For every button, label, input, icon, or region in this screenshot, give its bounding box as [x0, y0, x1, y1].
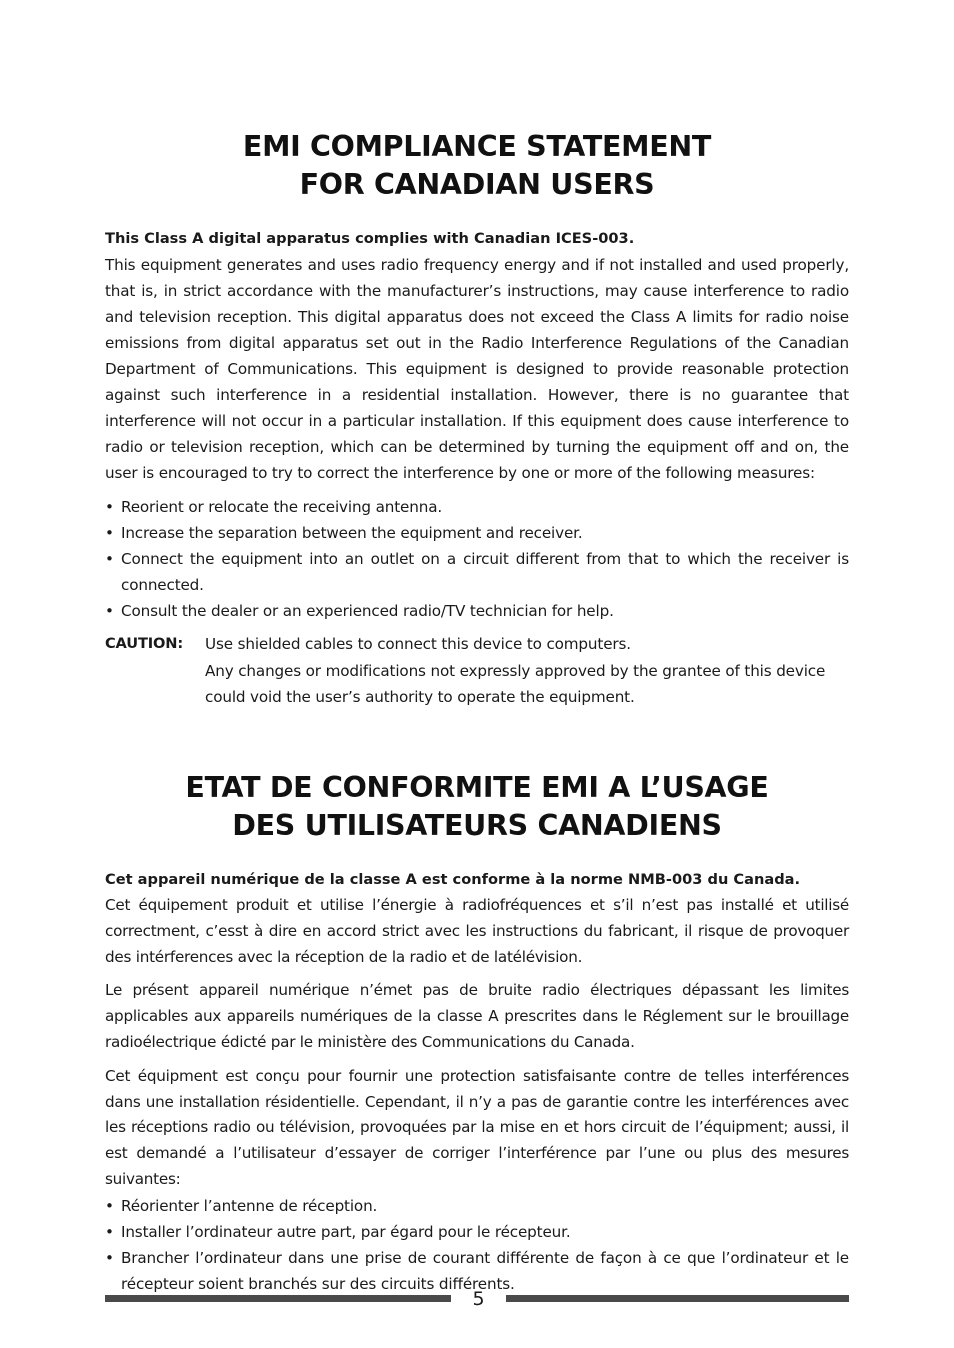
english-lead: This Class A digital apparatus complies with Canadian ICES-003. [105, 230, 635, 247]
list-item: • Réorienter l’antenne de réception. [105, 1193, 849, 1219]
french-paragraph-1: Cet équipement produit et utilise l’énergie à radiofréquences et s’il n’est pas installé et utilisé correctment, c’esst à dire en accord strict avec les instructions du fabricant, il risque de provoquer des intérferences avec la réception de la radio et de latélévision. [105, 896, 849, 966]
french-lead: Cet appareil numérique de la classe A est conforme à la norme NMB-003 du Canada. [105, 871, 801, 888]
list-item: • Connect the equipment into an outlet on a circuit different from that to which the receiver is connected. [105, 546, 849, 598]
french-paragraph-2: Le présent appareil numérique n’émet pas de bruite radio électriques dépassant les limites applicables aux appareils numériques de la classe A prescrites dans le Réglement sur le brouillage radioélectrique édicté par le ministère des Communications du Canada. [105, 981, 849, 1051]
list-item: • Reorient or relocate the receiving antenna. [105, 494, 849, 520]
english-measures-list [105, 494, 849, 624]
english-title [105, 128, 849, 204]
french-measures-list [105, 1193, 849, 1297]
french-title [105, 769, 849, 845]
page-number: 5 [472, 1288, 485, 1310]
list-item: • Increase the separation between the equipment and receiver. [105, 520, 849, 546]
footer-rule-left [105, 1295, 451, 1302]
bullet-icon: • [105, 602, 114, 620]
caution-label: CAUTION: [105, 635, 184, 652]
caution-block [105, 631, 849, 711]
english-title-line1: EMI COMPLIANCE STATEMENT [242, 130, 712, 163]
caution-text [205, 631, 849, 711]
caution-line2: Any changes or modifications not expressly approved by the grantee of this device could void the user’s authority to operate the equipment. [205, 661, 826, 706]
caution-line1: Use shielded cables to connect this device to computers. [205, 635, 631, 653]
list-item: • Consult the dealer or an experienced radio/TV technician for help. [105, 598, 849, 624]
bullet-icon: • [105, 1196, 114, 1215]
footer-rule-right [506, 1295, 849, 1302]
bullet-icon: • [105, 1222, 114, 1241]
bullet-icon: • [105, 524, 114, 542]
english-body [105, 226, 849, 711]
french-title-line2: DES UTILISATEURS CANADIENS [232, 809, 722, 842]
english-title-line2: FOR CANADIAN USERS [299, 168, 655, 201]
page-footer [105, 1284, 849, 1314]
bullet-icon: • [105, 550, 114, 568]
french-paragraph-3: Cet équipment est conçu pour fournir une protection satisfaisante contre de telles interférences dans une installation résidentielle. Cependant, il n’y a pas de garantie contre les interférences avec les réceptions radio ou télévision, provoquées par la mise en et hors circuit de l’équipment; aussi, il est demandé a l’utilisateur d’essayer de corriger l’interférence par l’une ou plus des mesures suivantes: [105, 1066, 849, 1188]
bullet-icon: • [105, 1248, 114, 1267]
list-item: • Brancher l’ordinateur dans une prise de courant différente de façon à ce que l’ordinateur et le récepteur soient branchés sur des circuits différents. [105, 1245, 849, 1297]
french-title-line1: ETAT DE CONFORMITE EMI A L’USAGE [185, 771, 769, 804]
english-paragraph: This equipment generates and uses radio frequency energy and if not installed and used properly, that is, in strict accordance with the manufacturer’s instructions, may cause interference to radio and television reception. This digital apparatus does not exceed the Class A limits for radio noise emissions from digital apparatus set out in the Radio Interference Regulations of the Canadian Department of Communications. This equipment is designed to provide reasonable protection against such interference in a residential installation. However, there is no guarantee that interference will not occur in a particular installation. If this equipment does cause interference to radio or television reception, which can be determined by turning the equipment off and on, the user is encouraged to try to correct the interference by one or more of the following measures: [105, 256, 849, 482]
french-body [105, 867, 849, 1297]
list-item: • Installer l’ordinateur autre part, par égard pour le récepteur. [105, 1219, 849, 1245]
bullet-icon: • [105, 498, 114, 516]
